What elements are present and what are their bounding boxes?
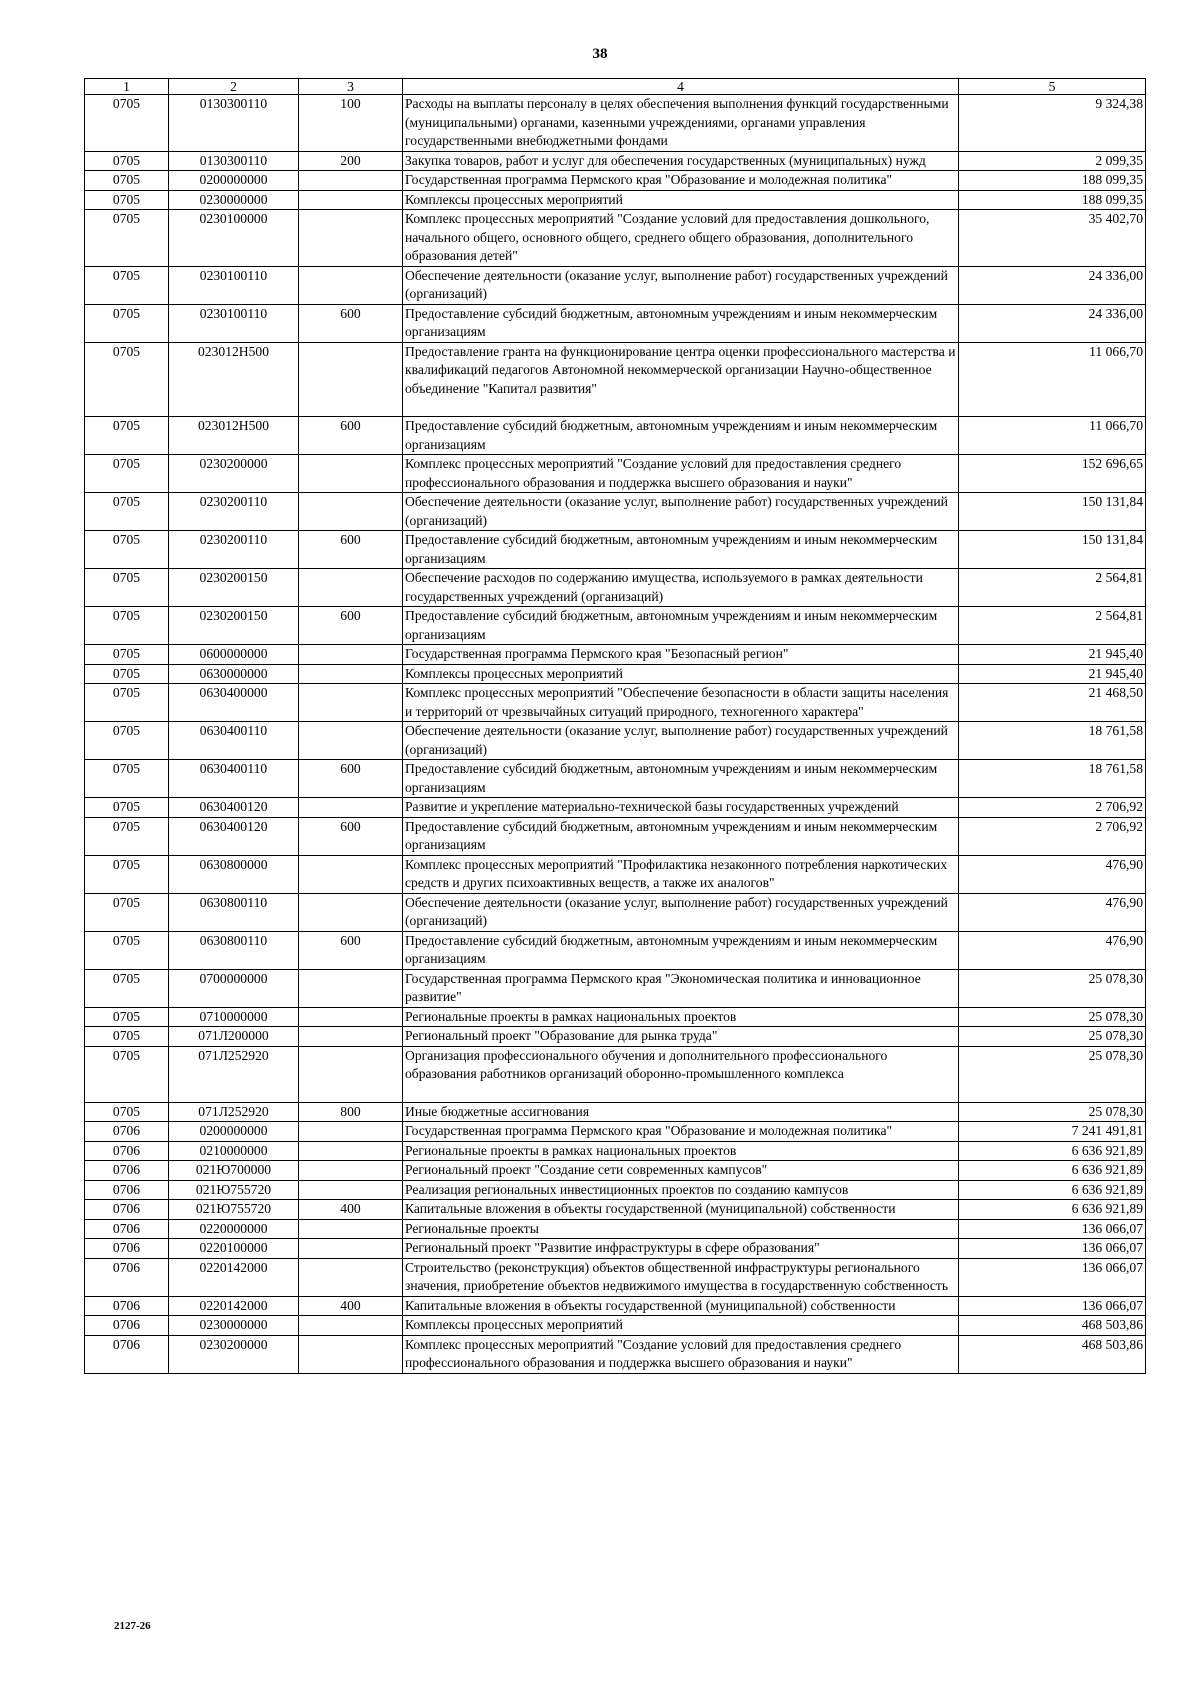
- table-row: [85, 855, 1146, 893]
- target-article-cell: 0200000000: [169, 171, 299, 191]
- expense-type-cell: [299, 266, 403, 304]
- table-row: [85, 266, 1146, 304]
- expense-type-cell: [299, 1239, 403, 1259]
- target-article-cell: 0220000000: [169, 1219, 299, 1239]
- section-code-cell: 0706: [85, 1200, 169, 1220]
- description-cell: Государственная программа Пермского края "Образование и молодежная политика": [403, 1122, 959, 1142]
- section-code-cell: 0705: [85, 455, 169, 493]
- amount-cell: 152 696,65: [959, 455, 1146, 493]
- section-code-cell: 0705: [85, 493, 169, 531]
- target-article-cell: 0220100000: [169, 1239, 299, 1259]
- table-row: [85, 722, 1146, 760]
- target-article-cell: 0630400110: [169, 760, 299, 798]
- table-row: [85, 1161, 1146, 1181]
- section-code-cell: 0706: [85, 1141, 169, 1161]
- expense-type-cell: 400: [299, 1200, 403, 1220]
- amount-cell: 136 066,07: [959, 1239, 1146, 1259]
- section-code-cell: 0705: [85, 210, 169, 267]
- section-code-cell: 0706: [85, 1335, 169, 1373]
- table-row: [85, 1219, 1146, 1239]
- section-code-cell: 0705: [85, 151, 169, 171]
- amount-cell: 25 078,30: [959, 1046, 1146, 1102]
- page-number: 38: [592, 46, 608, 62]
- section-code-cell: 0705: [85, 760, 169, 798]
- target-article-cell: 021Ю755720: [169, 1200, 299, 1220]
- expense-type-cell: [299, 1122, 403, 1142]
- expense-type-cell: 400: [299, 1296, 403, 1316]
- expense-type-cell: 200: [299, 151, 403, 171]
- target-article-cell: 0230000000: [169, 1316, 299, 1336]
- amount-cell: 6 636 921,89: [959, 1200, 1146, 1220]
- table-row: [85, 455, 1146, 493]
- amount-cell: 35 402,70: [959, 210, 1146, 267]
- description-cell: Комплексы процессных мероприятий: [403, 1316, 959, 1336]
- table-row: [85, 1239, 1146, 1259]
- target-article-cell: 0630800110: [169, 931, 299, 969]
- section-code-cell: 0705: [85, 817, 169, 855]
- section-code-cell: 0705: [85, 1007, 169, 1027]
- description-cell: Обеспечение деятельности (оказание услуг, выполнение работ) государственных учреждений (организаций): [403, 493, 959, 531]
- section-code-cell: 0706: [85, 1316, 169, 1336]
- amount-cell: 21 945,40: [959, 645, 1146, 665]
- expense-type-cell: [299, 722, 403, 760]
- target-article-cell: 023012Н500: [169, 342, 299, 417]
- description-cell: Государственная программа Пермского края "Безопасный регион": [403, 645, 959, 665]
- table-body: [85, 95, 1146, 1374]
- table-row: [85, 893, 1146, 931]
- table-row: [85, 531, 1146, 569]
- target-article-cell: 0630400120: [169, 798, 299, 818]
- description-cell: Комплекс процессных мероприятий "Профилактика незаконного потребления наркотических средств и других психоактивных веществ, а также их аналогов": [403, 855, 959, 893]
- amount-cell: 18 761,58: [959, 722, 1146, 760]
- description-cell: Государственная программа Пермского края "Образование и молодежная политика": [403, 171, 959, 191]
- description-cell: Строительство (реконструкция) объектов общественной инфраструктуры регионального значения, приобретение объектов недвижимого имущества в государственную собственность: [403, 1258, 959, 1296]
- description-cell: Обеспечение расходов по содержанию имущества, используемого в рамках деятельности государственных учреждений (организаций): [403, 569, 959, 607]
- amount-cell: 25 078,30: [959, 1007, 1146, 1027]
- table-row: [85, 798, 1146, 818]
- target-article-cell: 071Л252920: [169, 1102, 299, 1122]
- expense-type-cell: [299, 1180, 403, 1200]
- section-code-cell: 0705: [85, 342, 169, 417]
- amount-cell: 2 564,81: [959, 569, 1146, 607]
- section-code-cell: 0706: [85, 1161, 169, 1181]
- amount-cell: 25 078,30: [959, 1102, 1146, 1122]
- target-article-cell: 0130300110: [169, 151, 299, 171]
- expense-type-cell: [299, 798, 403, 818]
- expense-type-cell: 600: [299, 531, 403, 569]
- description-cell: Обеспечение деятельности (оказание услуг, выполнение работ) государственных учреждений (организаций): [403, 266, 959, 304]
- description-cell: Региональные проекты в рамках национальных проектов: [403, 1007, 959, 1027]
- table-row: [85, 1141, 1146, 1161]
- table-row: [85, 760, 1146, 798]
- expense-type-cell: 600: [299, 931, 403, 969]
- expense-type-cell: 800: [299, 1102, 403, 1122]
- description-cell: Развитие и укрепление материально-технической базы государственных учреждений: [403, 798, 959, 818]
- target-article-cell: 0230200150: [169, 569, 299, 607]
- description-cell: Региональные проекты: [403, 1219, 959, 1239]
- expense-type-cell: [299, 1141, 403, 1161]
- target-article-cell: 0230100110: [169, 304, 299, 342]
- amount-cell: 2 564,81: [959, 607, 1146, 645]
- target-article-cell: 0130300110: [169, 95, 299, 152]
- target-article-cell: 0230100110: [169, 266, 299, 304]
- description-cell: Предоставление субсидий бюджетным, автономным учреждениям и иным некоммерческим организациям: [403, 417, 959, 455]
- description-cell: Региональный проект "Создание сети современных кампусов": [403, 1161, 959, 1181]
- section-code-cell: 0705: [85, 684, 169, 722]
- table-row: [85, 569, 1146, 607]
- target-article-cell: 071Л200000: [169, 1027, 299, 1047]
- header-col-1: 1: [85, 79, 169, 95]
- expense-type-cell: 100: [299, 95, 403, 152]
- budget-table: [84, 78, 1146, 1374]
- section-code-cell: 0706: [85, 1296, 169, 1316]
- header-col-3: 3: [299, 79, 403, 95]
- expense-type-cell: [299, 1007, 403, 1027]
- target-article-cell: 0210000000: [169, 1141, 299, 1161]
- amount-cell: 2 706,92: [959, 798, 1146, 818]
- table-row: [85, 684, 1146, 722]
- description-cell: Расходы на выплаты персоналу в целях обеспечения выполнения функций государственными (муниципальными) органами, казенными учреждениями, органами управления государственными внебюджетными фондами: [403, 95, 959, 152]
- section-code-cell: 0705: [85, 531, 169, 569]
- description-cell: Предоставление гранта на функционирование центра оценки профессионального мастерства и квалификаций педагогов Автономной некоммерческой организации Научно-общественное объединение "Капитал развития": [403, 342, 959, 417]
- section-code-cell: 0706: [85, 1239, 169, 1259]
- amount-cell: 188 099,35: [959, 171, 1146, 191]
- target-article-cell: 0630400120: [169, 817, 299, 855]
- description-cell: Комплекс процессных мероприятий "Создание условий для предоставления дошкольного, начального общего, основного общего, среднего общего образования, дополнительного образования детей": [403, 210, 959, 267]
- description-cell: Закупка товаров, работ и услуг для обеспечения государственных (муниципальных) нужд: [403, 151, 959, 171]
- target-article-cell: 0220142000: [169, 1258, 299, 1296]
- description-cell: Государственная программа Пермского края "Экономическая политика и инновационное развитие": [403, 969, 959, 1007]
- expense-type-cell: 600: [299, 304, 403, 342]
- table-row: [85, 645, 1146, 665]
- amount-cell: 9 324,38: [959, 95, 1146, 152]
- expense-type-cell: [299, 1161, 403, 1181]
- description-cell: Обеспечение деятельности (оказание услуг, выполнение работ) государственных учреждений (организаций): [403, 722, 959, 760]
- table-row: [85, 607, 1146, 645]
- description-cell: Комплекс процессных мероприятий "Создание условий для предоставления среднего профессионального образования и поддержка высшего образования и науки": [403, 455, 959, 493]
- target-article-cell: 021Ю700000: [169, 1161, 299, 1181]
- table-row: [85, 1316, 1146, 1336]
- expense-type-cell: [299, 684, 403, 722]
- description-cell: Комплексы процессных мероприятий: [403, 664, 959, 684]
- amount-cell: 24 336,00: [959, 266, 1146, 304]
- target-article-cell: 0230000000: [169, 190, 299, 210]
- expense-type-cell: [299, 1027, 403, 1047]
- table-row: [85, 1102, 1146, 1122]
- expense-type-cell: [299, 969, 403, 1007]
- amount-cell: 6 636 921,89: [959, 1141, 1146, 1161]
- amount-cell: 476,90: [959, 855, 1146, 893]
- header-col-2: 2: [169, 79, 299, 95]
- section-code-cell: 0705: [85, 304, 169, 342]
- description-cell: Реализация региональных инвестиционных проектов по созданию кампусов: [403, 1180, 959, 1200]
- amount-cell: 150 131,84: [959, 493, 1146, 531]
- amount-cell: 468 503,86: [959, 1316, 1146, 1336]
- target-article-cell: 0630400110: [169, 722, 299, 760]
- table-row: [85, 1335, 1146, 1373]
- description-cell: Организация профессионального обучения и дополнительного профессионального образования работников организаций оборонно-промышленного комплекса: [403, 1046, 959, 1102]
- section-code-cell: 0706: [85, 1122, 169, 1142]
- section-code-cell: 0705: [85, 855, 169, 893]
- expense-type-cell: [299, 1335, 403, 1373]
- table-row: [85, 931, 1146, 969]
- amount-cell: 21 468,50: [959, 684, 1146, 722]
- section-code-cell: 0705: [85, 645, 169, 665]
- description-cell: Капитальные вложения в объекты государственной (муниципальной) собственности: [403, 1200, 959, 1220]
- amount-cell: 150 131,84: [959, 531, 1146, 569]
- target-article-cell: 0630800000: [169, 855, 299, 893]
- section-code-cell: 0706: [85, 1180, 169, 1200]
- description-cell: Предоставление субсидий бюджетным, автономным учреждениям и иным некоммерческим организациям: [403, 817, 959, 855]
- target-article-cell: 0230200110: [169, 493, 299, 531]
- target-article-cell: 0200000000: [169, 1122, 299, 1142]
- amount-cell: 188 099,35: [959, 190, 1146, 210]
- document-code: 2127-26: [114, 1620, 151, 1632]
- amount-cell: 136 066,07: [959, 1296, 1146, 1316]
- amount-cell: 136 066,07: [959, 1258, 1146, 1296]
- target-article-cell: 0230200000: [169, 1335, 299, 1373]
- section-code-cell: 0705: [85, 893, 169, 931]
- description-cell: Региональные проекты в рамках национальных проектов: [403, 1141, 959, 1161]
- target-article-cell: 0230100000: [169, 210, 299, 267]
- target-article-cell: 0230200110: [169, 531, 299, 569]
- amount-cell: 11 066,70: [959, 342, 1146, 417]
- target-article-cell: 0230200150: [169, 607, 299, 645]
- table-row: [85, 190, 1146, 210]
- target-article-cell: 0630000000: [169, 664, 299, 684]
- target-article-cell: 0700000000: [169, 969, 299, 1007]
- table-row: [85, 969, 1146, 1007]
- amount-cell: 476,90: [959, 931, 1146, 969]
- table-row: [85, 1027, 1146, 1047]
- table-row: [85, 417, 1146, 455]
- amount-cell: 11 066,70: [959, 417, 1146, 455]
- table-row: [85, 493, 1146, 531]
- amount-cell: 2 099,35: [959, 151, 1146, 171]
- section-code-cell: 0705: [85, 969, 169, 1007]
- target-article-cell: 021Ю755720: [169, 1180, 299, 1200]
- description-cell: Предоставление субсидий бюджетным, автономным учреждениям и иным некоммерческим организациям: [403, 304, 959, 342]
- section-code-cell: 0705: [85, 1046, 169, 1102]
- section-code-cell: 0705: [85, 569, 169, 607]
- target-article-cell: 0630400000: [169, 684, 299, 722]
- expense-type-cell: [299, 342, 403, 417]
- amount-cell: 24 336,00: [959, 304, 1146, 342]
- amount-cell: 476,90: [959, 893, 1146, 931]
- expense-type-cell: [299, 190, 403, 210]
- table-row: [85, 1258, 1146, 1296]
- description-cell: Иные бюджетные ассигнования: [403, 1102, 959, 1122]
- expense-type-cell: [299, 171, 403, 191]
- expense-type-cell: [299, 1316, 403, 1336]
- section-code-cell: 0705: [85, 607, 169, 645]
- description-cell: Капитальные вложения в объекты государственной (муниципальной) собственности: [403, 1296, 959, 1316]
- target-article-cell: 0600000000: [169, 645, 299, 665]
- description-cell: Предоставление субсидий бюджетным, автономным учреждениям и иным некоммерческим организациям: [403, 760, 959, 798]
- table-row: [85, 1122, 1146, 1142]
- section-code-cell: 0705: [85, 931, 169, 969]
- section-code-cell: 0705: [85, 798, 169, 818]
- amount-cell: 25 078,30: [959, 1027, 1146, 1047]
- table-row: [85, 171, 1146, 191]
- table-row: [85, 1200, 1146, 1220]
- table-row: [85, 1007, 1146, 1027]
- section-code-cell: 0705: [85, 722, 169, 760]
- amount-cell: 136 066,07: [959, 1219, 1146, 1239]
- table-row: [85, 95, 1146, 152]
- header-col-4: 4: [403, 79, 959, 95]
- table-row: [85, 304, 1146, 342]
- section-code-cell: 0705: [85, 664, 169, 684]
- description-cell: Региональный проект "Образование для рынка труда": [403, 1027, 959, 1047]
- expense-type-cell: [299, 493, 403, 531]
- header-col-5: 5: [959, 79, 1146, 95]
- amount-cell: 18 761,58: [959, 760, 1146, 798]
- table-row: [85, 1296, 1146, 1316]
- amount-cell: 7 241 491,81: [959, 1122, 1146, 1142]
- table-row: [85, 342, 1146, 417]
- expense-type-cell: 600: [299, 817, 403, 855]
- expense-type-cell: [299, 210, 403, 267]
- amount-cell: 2 706,92: [959, 817, 1146, 855]
- target-article-cell: 0710000000: [169, 1007, 299, 1027]
- section-code-cell: 0705: [85, 95, 169, 152]
- expense-type-cell: [299, 1219, 403, 1239]
- description-cell: Комплекс процессных мероприятий "Создание условий для предоставления среднего профессионального образования и поддержка высшего образования и науки": [403, 1335, 959, 1373]
- description-cell: Комплекс процессных мероприятий "Обеспечение безопасности в области защиты населения и территорий от чрезвычайных ситуаций природного, техногенного характера": [403, 684, 959, 722]
- amount-cell: 468 503,86: [959, 1335, 1146, 1373]
- header-row: [85, 79, 1146, 95]
- expense-type-cell: [299, 1258, 403, 1296]
- expense-type-cell: [299, 455, 403, 493]
- table-row: [85, 817, 1146, 855]
- section-code-cell: 0705: [85, 1102, 169, 1122]
- expense-type-cell: [299, 645, 403, 665]
- description-cell: Комплексы процессных мероприятий: [403, 190, 959, 210]
- expense-type-cell: [299, 664, 403, 684]
- target-article-cell: 0230200000: [169, 455, 299, 493]
- table-row: [85, 664, 1146, 684]
- target-article-cell: 023012Н500: [169, 417, 299, 455]
- description-cell: Предоставление субсидий бюджетным, автономным учреждениям и иным некоммерческим организациям: [403, 931, 959, 969]
- expense-type-cell: [299, 855, 403, 893]
- table-row: [85, 210, 1146, 267]
- table-row: [85, 1046, 1146, 1102]
- section-code-cell: 0706: [85, 1219, 169, 1239]
- amount-cell: 21 945,40: [959, 664, 1146, 684]
- expense-type-cell: [299, 569, 403, 607]
- section-code-cell: 0705: [85, 190, 169, 210]
- table-row: [85, 1180, 1146, 1200]
- section-code-cell: 0705: [85, 171, 169, 191]
- description-cell: Предоставление субсидий бюджетным, автономным учреждениям и иным некоммерческим организациям: [403, 607, 959, 645]
- description-cell: Обеспечение деятельности (оказание услуг, выполнение работ) государственных учреждений (организаций): [403, 893, 959, 931]
- amount-cell: 6 636 921,89: [959, 1161, 1146, 1181]
- expense-type-cell: [299, 893, 403, 931]
- section-code-cell: 0705: [85, 266, 169, 304]
- expense-type-cell: [299, 1046, 403, 1102]
- description-cell: Региональный проект "Развитие инфраструктуры в сфере образования": [403, 1239, 959, 1259]
- description-cell: Предоставление субсидий бюджетным, автономным учреждениям и иным некоммерческим организациям: [403, 531, 959, 569]
- amount-cell: 6 636 921,89: [959, 1180, 1146, 1200]
- target-article-cell: 071Л252920: [169, 1046, 299, 1102]
- target-article-cell: 0220142000: [169, 1296, 299, 1316]
- expense-type-cell: 600: [299, 417, 403, 455]
- section-code-cell: 0706: [85, 1258, 169, 1296]
- amount-cell: 25 078,30: [959, 969, 1146, 1007]
- table-row: [85, 151, 1146, 171]
- target-article-cell: 0630800110: [169, 893, 299, 931]
- expense-type-cell: 600: [299, 607, 403, 645]
- expense-type-cell: 600: [299, 760, 403, 798]
- section-code-cell: 0705: [85, 1027, 169, 1047]
- section-code-cell: 0705: [85, 417, 169, 455]
